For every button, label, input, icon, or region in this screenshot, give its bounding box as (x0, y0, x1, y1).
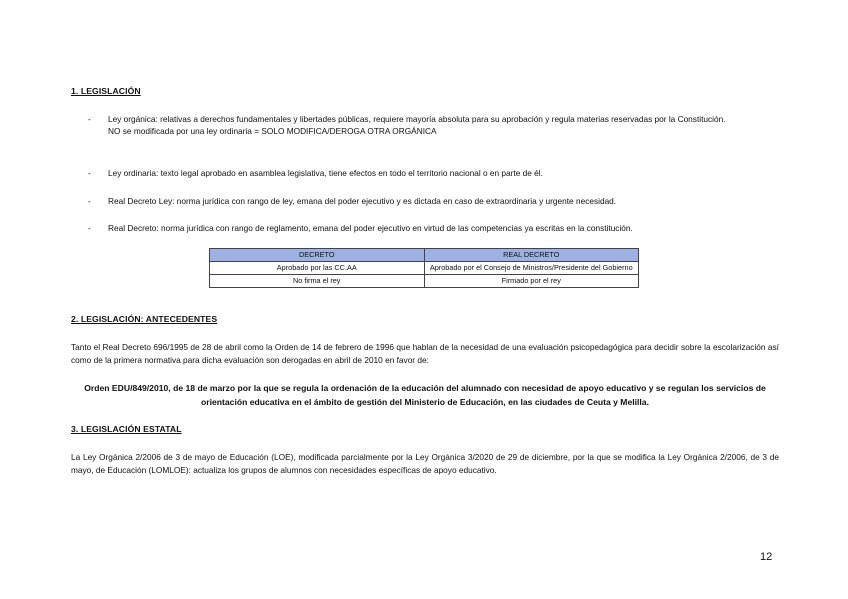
table-header: REAL DECRETO (424, 249, 639, 262)
bullet-dash: - (88, 196, 91, 206)
estatal-paragraph: La Ley Orgánica 2/2006 de 3 de mayo de Educación (LOE), modificada parcialmente por la Ley Orgánica 3/2020 de 29 de diciembre, por la que se modifica la Ley Orgánica 2/2006, de 3 de mayo, de Educación (LOMLOE): actualiza los grupos de alumnos con necesidades específicas de apoyo educativo. (71, 452, 779, 475)
bullet-dash: - (88, 114, 91, 124)
bullet-text: Real Decreto Ley: norma jurídica con rango de ley, emana del poder ejecutivo y es dictada en caso de extraordinaria y urgente necesidad. (108, 196, 617, 206)
antecedentes-paragraph: Tanto el Real Decreto 696/1995 de 28 de abril como la Orden de 14 de febrero de 1996 que hablan de la necesidad de una evaluación psicopedagógica para decidir sobre la escolarización así como de la primera normativa para dicha evaluación son derogadas en abril de 2010 en favor de: (71, 342, 779, 365)
table-cell: Firmado por el rey (424, 275, 639, 288)
table-cell: Aprobado por las CC.AA (210, 262, 425, 275)
comparison-table (209, 248, 639, 288)
bullet-note: NO se modificada por una ley ordinaria = SOLO MODIFICA/DEROGA OTRA ORGÁNICA (108, 126, 437, 136)
bullet-dash: - (88, 168, 91, 178)
page-number: 12 (760, 551, 773, 563)
table-row (210, 262, 639, 275)
orden-edu-highlight: Orden EDU/849/2010, de 18 de marzo por la que se regula la ordenación de la educación del alumnado con necesidad de apoyo educativo y se regulan los servicios de orientación educativa en el ámbito de gestión del Ministerio de Educación, en las ciudades de Ceuta y Melilla. (84, 383, 766, 407)
section-heading-estatal: 3. LEGISLACIÓN ESTATAL (71, 424, 182, 434)
bullet-text: Ley ordinaria: texto legal aprobado en asamblea legislativa, tiene efectos en todo el territorio nacional o en parte de él. (108, 168, 543, 178)
section-heading-antecedentes: 2. LEGISLACIÓN: ANTECEDENTES (71, 314, 218, 324)
table-cell: Aprobado por el Consejo de Ministros/Presidente del Gobierno (424, 262, 639, 275)
bullet-text: Real Decreto: norma jurídica con rango de reglamento, emana del poder ejecutivo en virtud de las competencias ya escritas en la constitución. (108, 223, 633, 233)
bullet-text: Ley orgánica: relativas a derechos fundamentales y libertades públicas, requiere mayoría absoluta para su aprobación y regula materias reservadas por la Constitución. (108, 114, 726, 124)
bullet-dash: - (88, 223, 91, 233)
table-cell: No firma el rey (210, 275, 425, 288)
table-header: DECRETO (210, 249, 425, 262)
table-row (210, 275, 639, 288)
table-header-row (210, 249, 639, 262)
section-heading-legislacion: 1. LEGISLACIÓN (71, 86, 141, 96)
